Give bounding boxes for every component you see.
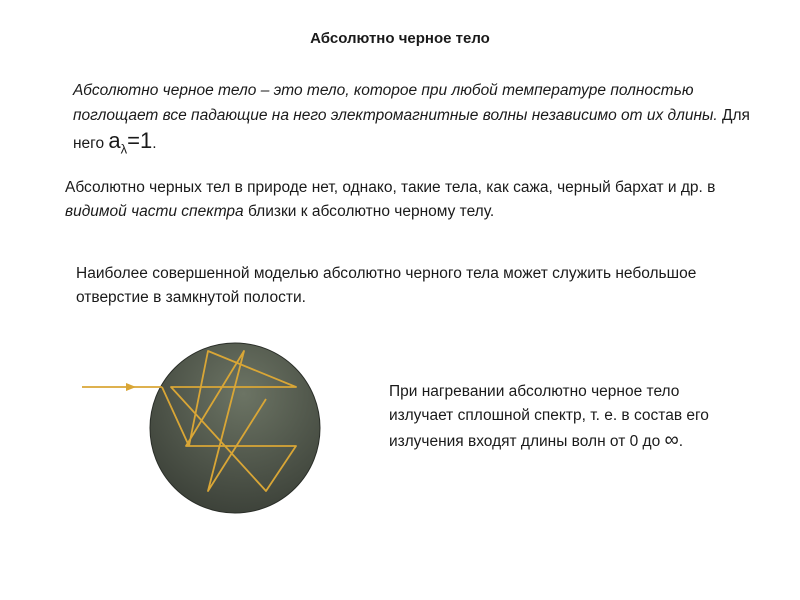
cavity-svg: [76, 340, 326, 520]
examples-part2: близки к абсолютно черному телу.: [243, 203, 495, 220]
formula-symbol: a: [108, 128, 121, 153]
model-paragraph: Наиболее совершенной моделью абсолютно черного тела может служить небольшое отверстие в замкнутой полости.: [76, 265, 697, 306]
formula-value: =1: [127, 128, 153, 153]
cavity-diagram: [76, 340, 326, 520]
definition-paragraph: [73, 78, 773, 161]
definition-end: .: [152, 135, 157, 152]
formula-subscript: λ: [120, 141, 128, 157]
heating-paragraph: [389, 380, 729, 454]
examples-part1: Абсолютно черных тел в природе нет, однако, такие тела, как сажа, черный бархат и др. в: [65, 179, 716, 196]
heating-text: При нагревании абсолютно черное тело излучает сплошной спектр, т. е. в состав его излучения входят длины волн от 0 до: [389, 383, 709, 450]
definition-italic-text: Абсолютно черное тело – это тело, которое при любой температуре полностью поглощает все падающие на него электромагнитные волны независимо от их длины.: [73, 82, 718, 124]
slide-title: Абсолютно черное тело: [310, 30, 490, 47]
heating-end: .: [678, 433, 684, 450]
definition-normal-text: Для него: [73, 107, 750, 152]
examples-italic-part: видимой части спектра: [65, 203, 244, 220]
incoming-ray-arrowhead: [126, 383, 136, 391]
infinity-symbol: ∞: [664, 429, 679, 451]
cavity-sphere: [150, 343, 320, 513]
examples-paragraph: [65, 176, 755, 224]
absorption-formula: [108, 128, 153, 157]
